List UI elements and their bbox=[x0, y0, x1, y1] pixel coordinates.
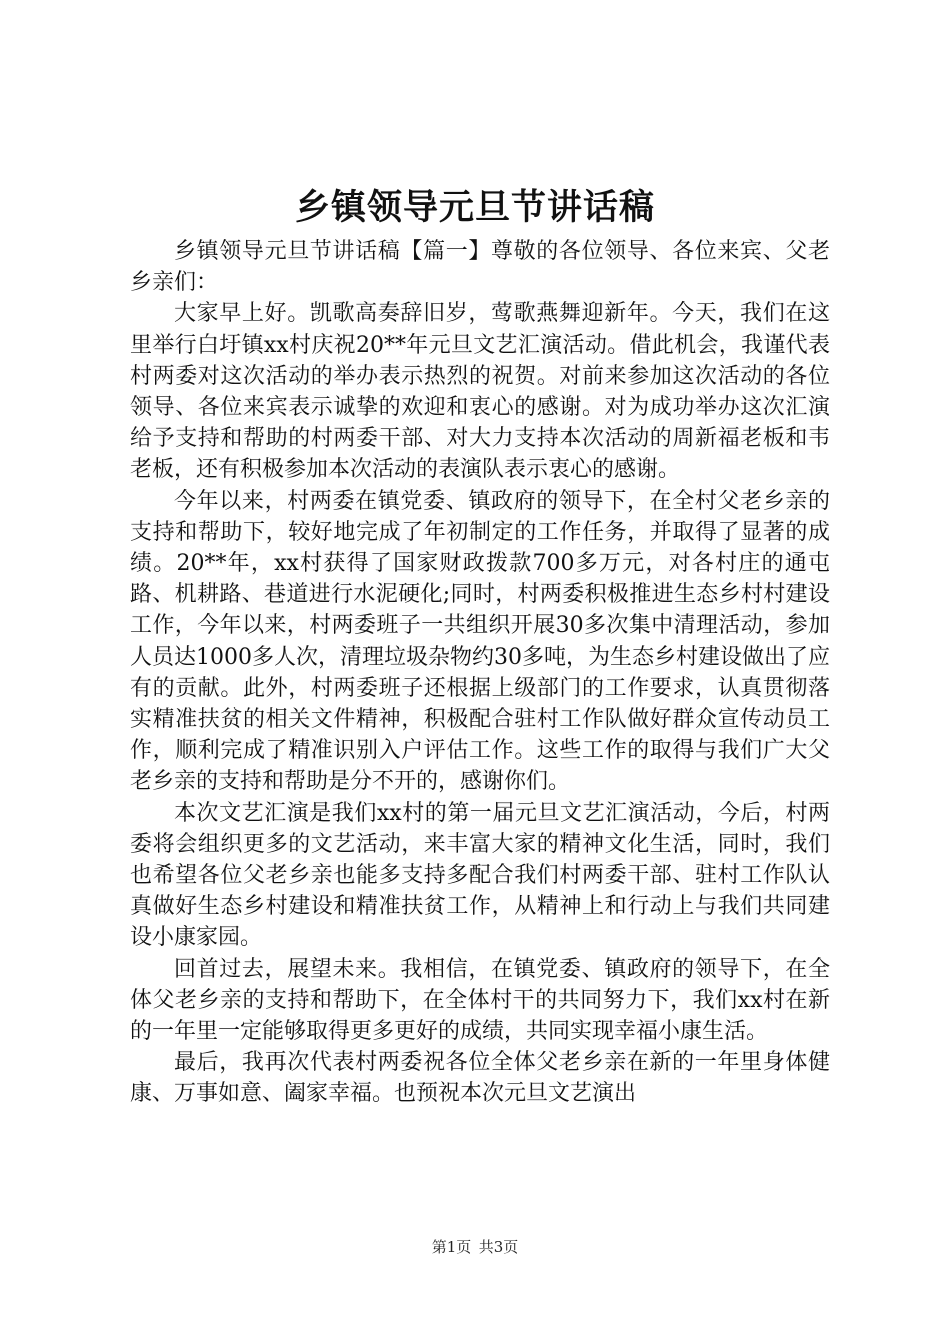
document-title: 乡镇领导元旦节讲话稿 bbox=[294, 187, 655, 228]
document-body bbox=[130, 236, 830, 1110]
paragraph-3: 今年以来，村两委在镇党委、镇政府的领导下，在全村父老乡亲的支持和帮助下，较好地完成了年初制定的工作任务，并取得了显著的成绩。20**年，xx村获得了国家财政拨款700多万元，对各村庄的通屯路、机耕路、巷道进行水泥硬化;同时，村两委积极推进生态乡村村建设工作，今年以来，村两委班子一共组织开展30多次集中清理活动，参加人员达1000多人次，清理垃圾杂物约30多吨，为生态乡村建设做出了应有的贡献。此外，村两委班子还根据上级部门的工作要求，认真贯彻落实精准扶贫的相关文件精神，积极配合驻村工作队做好群众宣传动员工作，顺利完成了精准识别入户评估工作。这些工作的取得与我们广大父老乡亲的支持和帮助是分不开的，感谢你们。 bbox=[130, 488, 830, 795]
paragraph-6: 最后，我再次代表村两委祝各位全体父老乡亲在新的一年里身体健康、万事如意、阖家幸福。也预祝本次元旦文艺演出 bbox=[130, 1050, 830, 1107]
page-footer bbox=[0, 1236, 950, 1258]
paragraph-4: 本次文艺汇演是我们xx村的第一届元旦文艺汇演活动，今后，村两委将会组织更多的文艺活动，来丰富大家的精神文化生活，同时，我们也希望各位父老乡亲也能多支持多配合我们村两委干部、驻村工作队认真做好生态乡村建设和精准扶贫工作，从精神上和行动上与我们共同建设小康家园。 bbox=[130, 800, 830, 951]
page-number: 第1页 bbox=[431, 1238, 472, 1256]
paragraph-5: 回首过去，展望未来。我相信，在镇党委、镇政府的领导下，在全体父老乡亲的支持和帮助下，在全体村干的共同努力下，我们xx村在新的一年里一定能够取得更多更好的成绩，共同实现幸福小康生活。 bbox=[130, 956, 830, 1045]
paragraph-2: 大家早上好。凯歌高奏辞旧岁，莺歌燕舞迎新年。今天，我们在这里举行白圩镇xx村庆祝20**年元旦文艺汇演活动。借此机会，我谨代表村两委对这次活动的举办表示热烈的祝贺。对前来参加这次活动的各位领导、各位来宾表示诚挚的欢迎和衷心的感谢。对为成功举办这次汇演给予支持和帮助的村两委干部、对大力支持本次活动的周新福老板和韦老板，还有积极参加本次活动的表演队表示衷心的感谢。 bbox=[130, 301, 830, 483]
paragraph-1: 乡镇领导元旦节讲话稿【篇一】尊敬的各位领导、各位来宾、父老乡亲们： bbox=[130, 239, 830, 296]
page-total: 共3页 bbox=[478, 1238, 519, 1256]
